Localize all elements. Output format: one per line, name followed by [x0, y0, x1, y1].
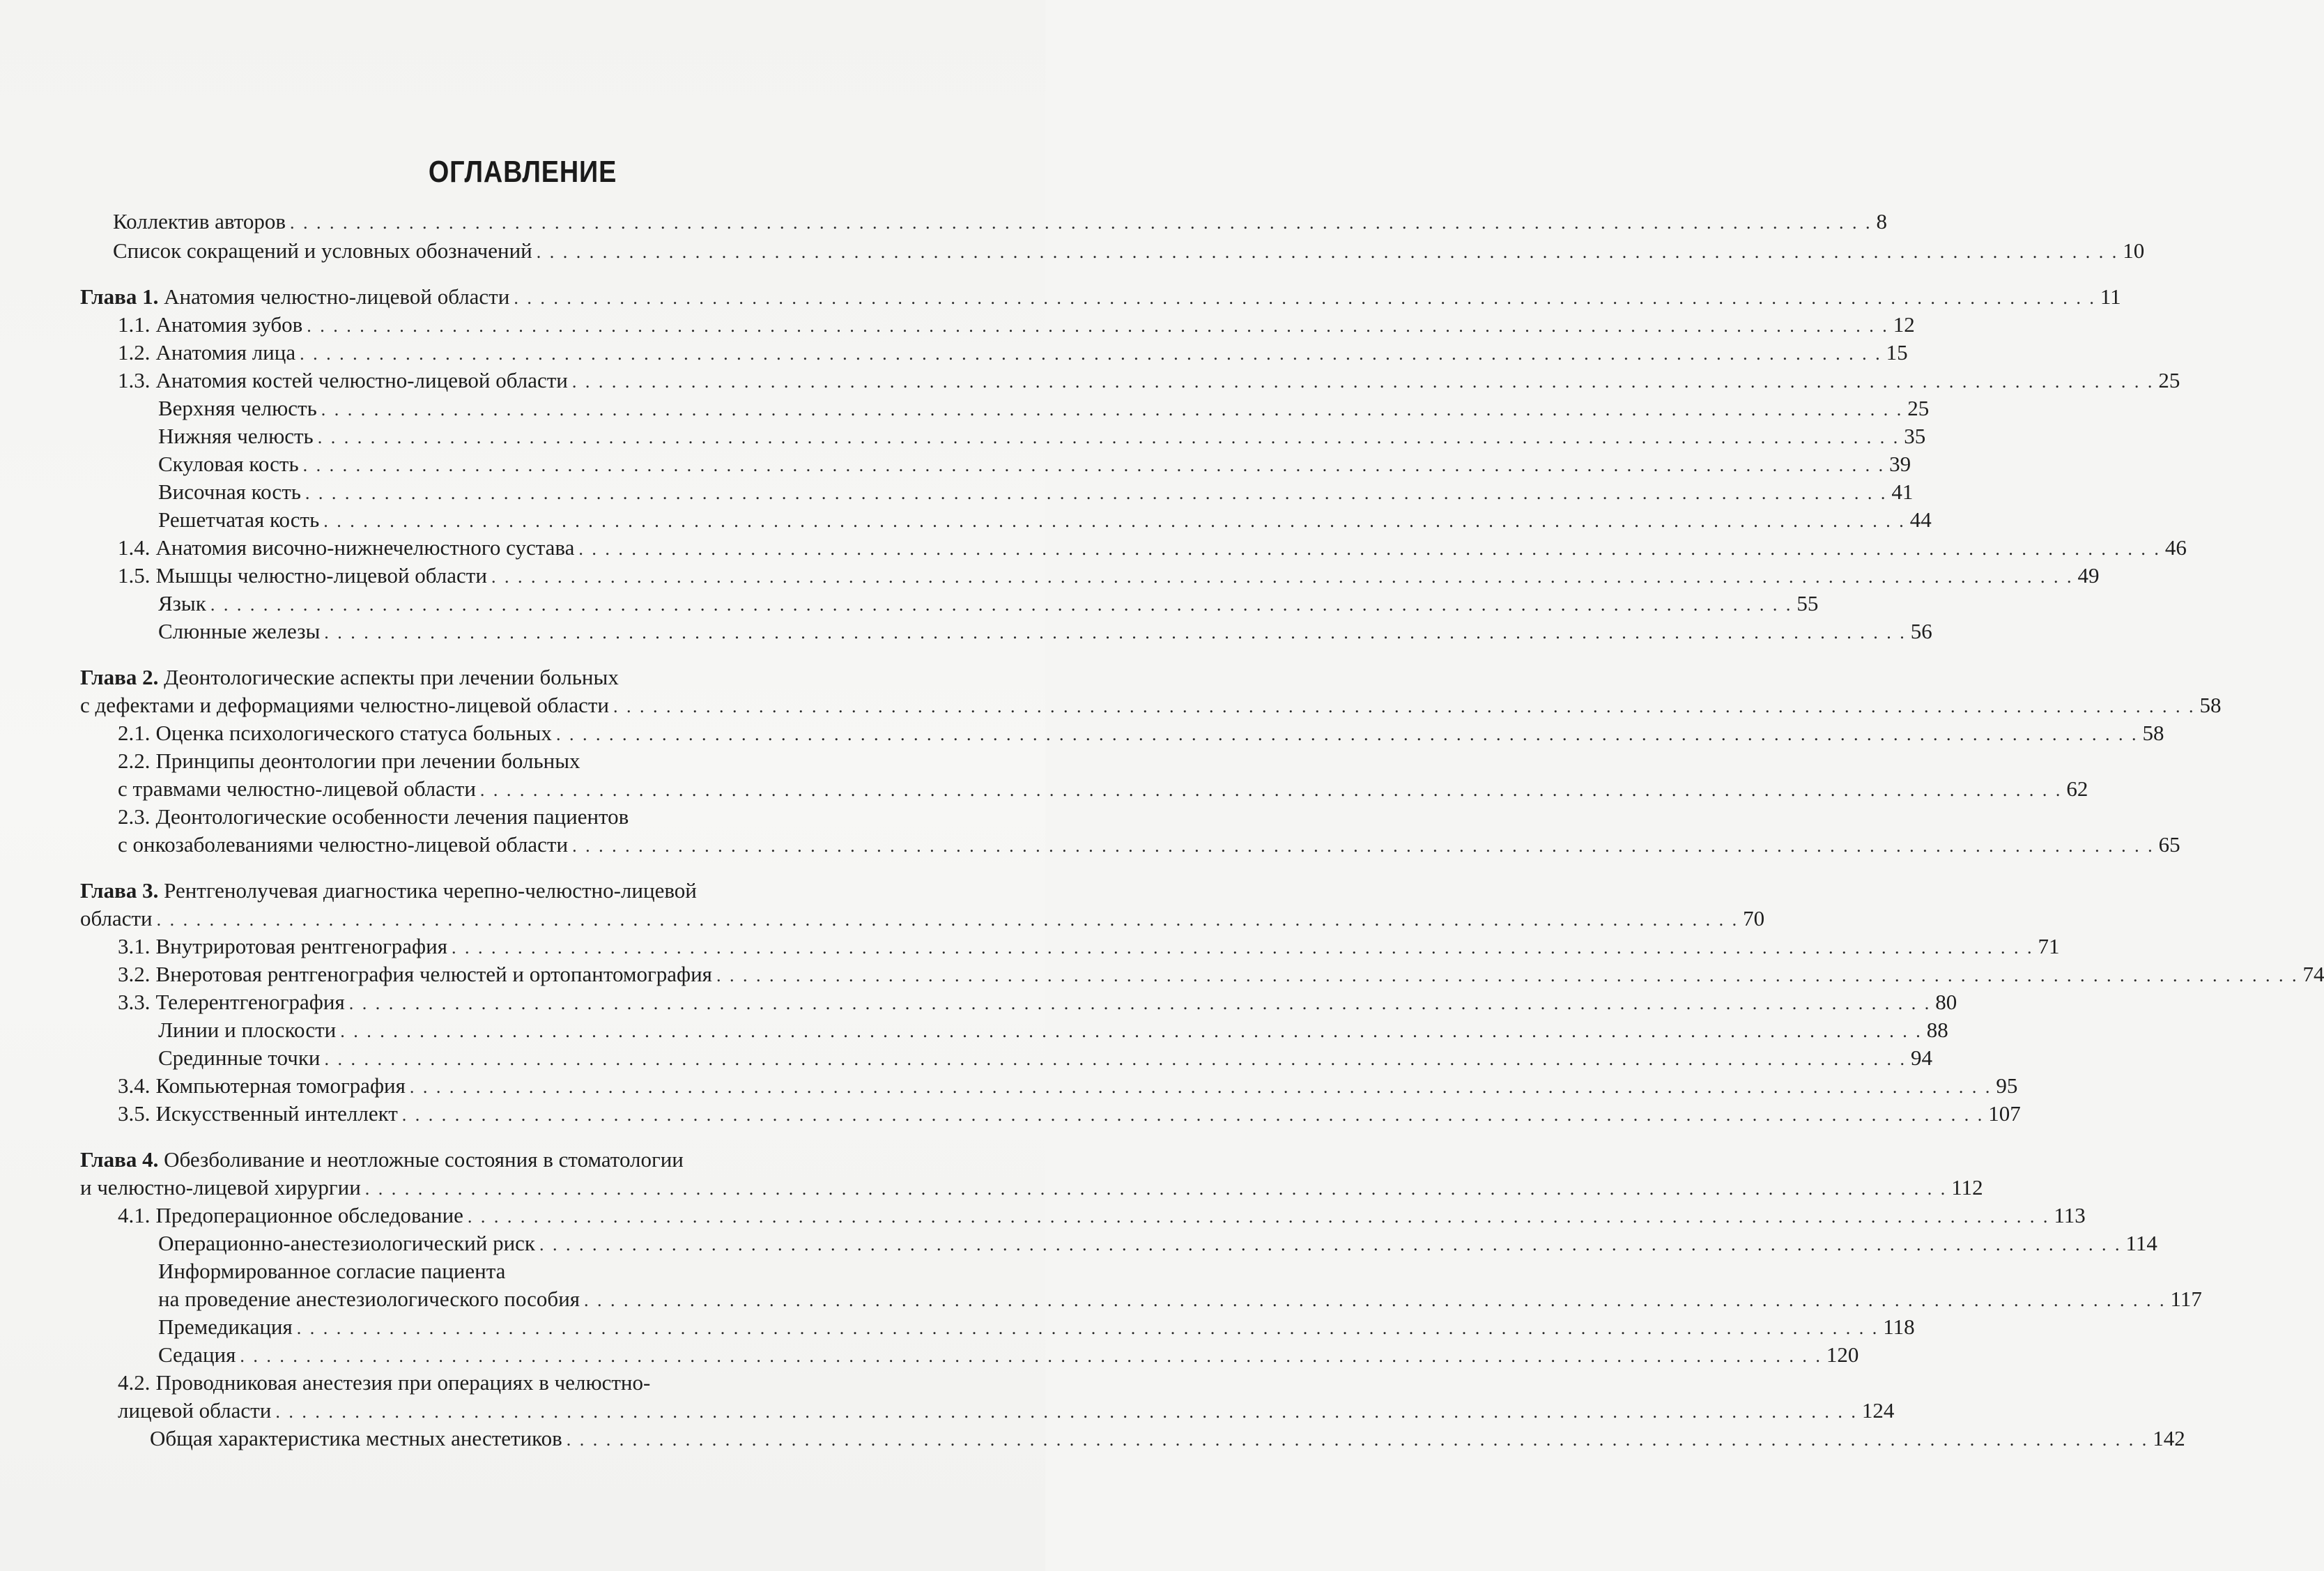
entry-text: Анатомия височно-нижнечелюстного сустава: [155, 535, 575, 560]
dot-leader: . . . . . . . . . . . . . . . . . . . . . . . . . . . . . . . . . . . . . . . . . . . . . . . . . . . . . . . . . . . . . . . . . . . . . . . . . . . . . . . . . . . . . . . . . . . . . . . . . . . . . . . . . . . . . . . . . . . . . . . .: [584, 1290, 2167, 1310]
dot-leader: . . . . . . . . . . . . . . . . . . . . . . . . . . . . . . . . . . . . . . . . . . . . . . . . . . . . . . . . . . . . . . . . . . . . . . . . . . . . . . . . . . . . . . . . . . . . . . . . . . . . . . . . . . . . . . . . . . . . . . . .: [321, 399, 1904, 420]
page-number: 55: [1796, 591, 1819, 615]
toc-entry: [118, 749, 934, 774]
entry-text: Верхняя челюсть: [158, 396, 317, 420]
toc-entry: [158, 452, 1911, 477]
toc-entry-title: [158, 591, 206, 616]
entry-text: Рентгенолучевая диагностика черепно-челюстно-лицевой: [164, 878, 697, 903]
toc-entry: [158, 1018, 1948, 1043]
page-number: 120: [1826, 1342, 1859, 1367]
entry-text: Деонтологические аспекты при лечении больных: [164, 665, 619, 689]
entry-text: Список сокращений и условных обозначений: [113, 238, 532, 263]
section-number: 3.5.: [118, 1101, 151, 1126]
toc-entry-title: [118, 804, 629, 829]
toc-entry-title: [80, 1147, 684, 1172]
entry-text: Обезболивание и неотложные состояния в стоматологии: [164, 1147, 684, 1172]
entry-text: Анатомия лица: [155, 340, 296, 365]
page-number: 114: [2125, 1231, 2157, 1255]
entry-text: лицевой области: [118, 1398, 272, 1423]
toc-entry: [158, 1231, 2157, 1256]
entry-text: Височная кость: [158, 480, 301, 504]
toc-entry: [158, 591, 1819, 616]
toc-entry-title: [80, 906, 153, 931]
page-number: 117: [2170, 1287, 2202, 1311]
toc-chapter-entry: [80, 878, 934, 903]
toc-entry-title: [118, 563, 487, 588]
page-number: 124: [1861, 1398, 1895, 1423]
entry-text: Седация: [158, 1342, 236, 1367]
dot-leader: . . . . . . . . . . . . . . . . . . . . . . . . . . . . . . . . . . . . . . . . . . . . . . . . . . . . . . . . . . . . . . . . . . . . . . . . . . . . . . . . . . . . . . . . . . . . . . . . . . . . . . . . . . . . . . . . . . . . . . . .: [566, 1430, 2149, 1450]
toc-entry: [118, 1370, 934, 1395]
section-number: 1.4.: [118, 535, 151, 560]
page-number: 58: [2199, 693, 2222, 717]
dot-leader: . . . . . . . . . . . . . . . . . . . . . . . . . . . . . . . . . . . . . . . . . . . . . . . . . . . . . . . . . . . . . . . . . . . . . . . . . . . . . . . . . . . . . . . . . . . . . . . . . . . . . . . . . . . . . . . . . . . . . . . .: [296, 1318, 1879, 1338]
dot-leader: . . . . . . . . . . . . . . . . . . . . . . . . . . . . . . . . . . . . . . . . . . . . . . . . . . . . . . . . . . . . . . . . . . . . . . . . . . . . . . . . . . . . . . . . . . . . . . . . . . . . . . . . . . . . . . . . . . . . . . . .: [539, 1234, 2122, 1255]
entry-text: Искусственный интеллект: [155, 1101, 398, 1126]
dot-leader: . . . . . . . . . . . . . . . . . . . . . . . . . . . . . . . . . . . . . . . . . . . . . . . . . . . . . . . . . . . . . . . . . . . . . . . . . . . . . . . . . . . . . . . . . . . . . . . . . . . . . . . . . . . . . . . . . . . . . . . .: [156, 910, 1739, 930]
toc-entry: [118, 804, 934, 829]
entry-text: Слюнные железы: [158, 619, 321, 643]
page-number: 35: [1904, 424, 1926, 448]
entry-text: Оценка психологического статуса больных: [155, 721, 552, 745]
dot-leader: . . . . . . . . . . . . . . . . . . . . . . . . . . . . . . . . . . . . . . . . . . . . . . . . . . . . . . . . . . . . . . . . . . . . . . . . . . . . . . . . . . . . . . . . . . . . . . . . . . . . . . . . . . . . . . . . . . . . . . . .: [324, 622, 1907, 643]
toc-entry-title: [113, 209, 286, 234]
entry-text: Анатомия челюстно-лицевой области: [164, 284, 510, 309]
page-number: 12: [1893, 312, 1915, 337]
toc-entry-title: [113, 238, 532, 263]
entry-text: Общая характеристика местных анестетиков: [150, 1426, 562, 1450]
toc-entry: [80, 693, 2222, 718]
toc-entry-title: [118, 990, 345, 1015]
toc-entry: [150, 1426, 2185, 1451]
toc-entry: [118, 312, 1915, 337]
dot-leader: . . . . . . . . . . . . . . . . . . . . . . . . . . . . . . . . . . . . . . . . . . . . . . . . . . . . . . . . . . . . . . . . . . . . . . . . . . . . . . . . . . . . . . . . . . . . . . . . . . . . . . . . . . . . . . . . . . . . . . . .: [210, 595, 1793, 615]
toc-entry: [118, 962, 2324, 987]
toc-entry: [118, 1203, 2086, 1228]
entry-text: Деонтологические особенности лечения пациентов: [155, 804, 629, 829]
page-number: 39: [1889, 452, 1911, 476]
entry-text: Предоперационное обследование: [155, 1203, 463, 1227]
toc-entry-title: [118, 368, 568, 393]
page-number: 10: [2123, 238, 2145, 263]
toc-entry-title: [158, 1287, 580, 1312]
entry-text: Информированное согласие пациента: [158, 1259, 506, 1283]
toc-entry-title: [118, 312, 302, 337]
toc-entry: [118, 721, 2164, 746]
dot-leader: . . . . . . . . . . . . . . . . . . . . . . . . . . . . . . . . . . . . . . . . . . . . . . . . . . . . . . . . . . . . . . . . . . . . . . . . . . . . . . . . . . . . . . . . . . . . . . . . . . . . . . . . . . . . . . . . . . . . . . . .: [401, 1105, 1985, 1125]
toc-entry-title: [80, 693, 609, 718]
toc-entry: [118, 832, 2180, 857]
section-number: 2.1.: [118, 721, 151, 745]
toc-entry: [158, 396, 1930, 421]
toc-entry-title: [158, 396, 317, 421]
section-number: 3.2.: [118, 962, 151, 986]
toc-entry-title: [158, 1045, 321, 1071]
dot-leader: . . . . . . . . . . . . . . . . . . . . . . . . . . . . . . . . . . . . . . . . . . . . . . . . . . . . . . . . . . . . . . . . . . . . . . . . . . . . . . . . . . . . . . . . . . . . . . . . . . . . . . . . . . . . . . . . . . . . . . . .: [572, 836, 2155, 856]
toc-chapter-entry: [80, 665, 934, 690]
page-number: 8: [1876, 209, 1887, 233]
toc-entry-title: [150, 1426, 562, 1451]
toc-entry-title: [80, 878, 697, 903]
dot-leader: . . . . . . . . . . . . . . . . . . . . . . . . . . . . . . . . . . . . . . . . . . . . . . . . . . . . . . . . . . . . . . . . . . . . . . . . . . . . . . . . . . . . . . . . . . . . . . . . . . . . . . . . . . . . . . . . . . . . . . . .: [514, 288, 2096, 308]
toc-entry-title: [158, 1342, 236, 1367]
page-number: 49: [2077, 563, 2100, 588]
entry-text: на проведение анестезиологического пособия: [158, 1287, 580, 1311]
chapter-label: Глава 2.: [80, 665, 159, 689]
dot-leader: . . . . . . . . . . . . . . . . . . . . . . . . . . . . . . . . . . . . . . . . . . . . . . . . . . . . . . . . . . . . . . . . . . . . . . . . . . . . . . . . . . . . . . . . . . . . . . . . . . . . . . . . . . . . . . . . . . . . . . . .: [290, 213, 1872, 233]
page-number: 56: [1910, 619, 1932, 643]
section-number: 4.2.: [118, 1370, 151, 1395]
dot-leader: . . . . . . . . . . . . . . . . . . . . . . . . . . . . . . . . . . . . . . . . . . . . . . . . . . . . . . . . . . . . . . . . . . . . . . . . . . . . . . . . . . . . . . . . . . . . . . . . . . . . . . . . . . . . . . . . . . . . . . . .: [716, 965, 2299, 986]
dot-leader: . . . . . . . . . . . . . . . . . . . . . . . . . . . . . . . . . . . . . . . . . . . . . . . . . . . . . . . . . . . . . . . . . . . . . . . . . . . . . . . . . . . . . . . . . . . . . . . . . . . . . . . . . . . . . . . . . . . . . . . .: [323, 511, 1906, 531]
page-number: 74: [2302, 962, 2324, 986]
page-number: 62: [2066, 776, 2088, 801]
chapter-label: Глава 3.: [80, 878, 159, 903]
entry-text: с травмами челюстно-лицевой области: [118, 776, 476, 801]
section-number: 3.4.: [118, 1073, 151, 1098]
toc-entry-title: [158, 619, 320, 644]
entry-text: области: [80, 906, 153, 930]
page-number: 118: [1883, 1315, 1915, 1339]
entry-text: Премедикация: [158, 1315, 293, 1339]
toc-entry: [158, 507, 1932, 532]
chapter-label: Глава 4.: [80, 1147, 159, 1172]
section-number: 3.3.: [118, 990, 151, 1014]
toc-entry: [118, 340, 1908, 365]
dot-leader: . . . . . . . . . . . . . . . . . . . . . . . . . . . . . . . . . . . . . . . . . . . . . . . . . . . . . . . . . . . . . . . . . . . . . . . . . . . . . . . . . . . . . . . . . . . . . . . . . . . . . . . . . . . . . . . . . . . . . . . .: [491, 567, 2074, 587]
toc-entry-title: [118, 721, 552, 746]
page-number: 80: [1935, 990, 1957, 1014]
entry-text: Коллектив авторов: [113, 209, 286, 233]
toc-entry-title: [118, 934, 447, 959]
toc-entry-title: [158, 507, 319, 532]
toc-entry: [118, 368, 2180, 393]
entry-text: Внеротовая рентгенография челюстей и ортопантомография: [155, 962, 712, 986]
dot-leader: . . . . . . . . . . . . . . . . . . . . . . . . . . . . . . . . . . . . . . . . . . . . . . . . . . . . . . . . . . . . . . . . . . . . . . . . . . . . . . . . . . . . . . . . . . . . . . . . . . . . . . . . . . . . . . . . . . . . . . . .: [300, 344, 1882, 364]
dot-leader: . . . . . . . . . . . . . . . . . . . . . . . . . . . . . . . . . . . . . . . . . . . . . . . . . . . . . . . . . . . . . . . . . . . . . . . . . . . . . . . . . . . . . . . . . . . . . . . . . . . . . . . . . . . . . . . . . . . . . . . .: [340, 1021, 1923, 1041]
toc-entry-title: [158, 1018, 336, 1043]
toc-entry: [113, 238, 2145, 263]
page-number: 113: [2054, 1203, 2086, 1227]
page-number: 41: [1891, 480, 1914, 504]
toc-entry: [118, 563, 2100, 588]
section-number: 2.3.: [118, 804, 151, 829]
toc-entry: [118, 776, 2088, 802]
toc-entry: [158, 1315, 1915, 1340]
toc-entry: [118, 535, 2187, 560]
dot-leader: . . . . . . . . . . . . . . . . . . . . . . . . . . . . . . . . . . . . . . . . . . . . . . . . . . . . . . . . . . . . . . . . . . . . . . . . . . . . . . . . . . . . . . . . . . . . . . . . . . . . . . . . . . . . . . . . . . . . . . . .: [479, 780, 2063, 800]
section-number: 1.2.: [118, 340, 151, 365]
toc-heading: ОГЛАВЛЕНИЕ: [428, 155, 617, 189]
entry-text: Анатомия костей челюстно-лицевой области: [155, 368, 568, 392]
toc-entry: [158, 1287, 2202, 1312]
page-number: 70: [1743, 906, 1765, 930]
toc-chapter-entry: [80, 1147, 934, 1172]
toc-entry: [113, 209, 1887, 234]
dot-leader: . . . . . . . . . . . . . . . . . . . . . . . . . . . . . . . . . . . . . . . . . . . . . . . . . . . . . . . . . . . . . . . . . . . . . . . . . . . . . . . . . . . . . . . . . . . . . . . . . . . . . . . . . . . . . . . . . . . . . . . .: [571, 371, 2155, 392]
toc-entry-title: [118, 1073, 406, 1098]
page-number: 44: [1909, 507, 1932, 532]
toc-entry-title: [158, 424, 314, 449]
section-number: 3.1.: [118, 934, 151, 958]
entry-text: Мышцы челюстно-лицевой области: [155, 563, 487, 588]
dot-leader: . . . . . . . . . . . . . . . . . . . . . . . . . . . . . . . . . . . . . . . . . . . . . . . . . . . . . . . . . . . . . . . . . . . . . . . . . . . . . . . . . . . . . . . . . . . . . . . . . . . . . . . . . . . . . . . . . . . . . . . .: [275, 1402, 1858, 1422]
dot-leader: . . . . . . . . . . . . . . . . . . . . . . . . . . . . . . . . . . . . . . . . . . . . . . . . . . . . . . . . . . . . . . . . . . . . . . . . . . . . . . . . . . . . . . . . . . . . . . . . . . . . . . . . . . . . . . . . . . . . . . . .: [555, 724, 2139, 744]
dot-leader: . . . . . . . . . . . . . . . . . . . . . . . . . . . . . . . . . . . . . . . . . . . . . . . . . . . . . . . . . . . . . . . . . . . . . . . . . . . . . . . . . . . . . . . . . . . . . . . . . . . . . . . . . . . . . . . . . . . . . . . .: [467, 1206, 2050, 1227]
toc-entry-title: [118, 832, 568, 857]
entry-text: Срединные точки: [158, 1045, 321, 1070]
entry-text: Линии и плоскости: [158, 1018, 337, 1042]
toc-entry: [118, 1073, 2018, 1098]
entry-text: Операционно-анестезиологический риск: [158, 1231, 535, 1255]
page-number: 88: [1926, 1018, 1948, 1042]
dot-leader: . . . . . . . . . . . . . . . . . . . . . . . . . . . . . . . . . . . . . . . . . . . . . . . . . . . . . . . . . . . . . . . . . . . . . . . . . . . . . . . . . . . . . . . . . . . . . . . . . . . . . . . . . . . . . . . . . . . . . . . .: [578, 539, 2161, 559]
page-number: 94: [1911, 1045, 1932, 1070]
dot-leader: . . . . . . . . . . . . . . . . . . . . . . . . . . . . . . . . . . . . . . . . . . . . . . . . . . . . . . . . . . . . . . . . . . . . . . . . . . . . . . . . . . . . . . . . . . . . . . . . . . . . . . . . . . . . . . . . . . . . . . . .: [451, 937, 2034, 958]
toc-entry-title: [80, 284, 509, 309]
dot-leader: . . . . . . . . . . . . . . . . . . . . . . . . . . . . . . . . . . . . . . . . . . . . . . . . . . . . . . . . . . . . . . . . . . . . . . . . . . . . . . . . . . . . . . . . . . . . . . . . . . . . . . . . . . . . . . . . . . . . . . . .: [307, 316, 1889, 336]
dot-leader: . . . . . . . . . . . . . . . . . . . . . . . . . . . . . . . . . . . . . . . . . . . . . . . . . . . . . . . . . . . . . . . . . . . . . . . . . . . . . . . . . . . . . . . . . . . . . . . . . . . . . . . . . . . . . . . . . . . . . . . .: [305, 483, 1888, 503]
toc-entry: [158, 1259, 934, 1284]
entry-text: с дефектами и деформациями челюстно-лицевой области: [80, 693, 609, 717]
toc-entry: [158, 424, 1926, 449]
toc-entry: [158, 619, 1932, 644]
toc-chapter-entry: [80, 284, 2121, 309]
entry-text: Проводниковая анестезия при операциях в челюстно-: [155, 1370, 651, 1395]
page-number: 25: [1907, 396, 1930, 420]
dot-leader: . . . . . . . . . . . . . . . . . . . . . . . . . . . . . . . . . . . . . . . . . . . . . . . . . . . . . . . . . . . . . . . . . . . . . . . . . . . . . . . . . . . . . . . . . . . . . . . . . . . . . . . . . . . . . . . . . . . . . . . .: [536, 242, 2119, 262]
entry-text: Принципы деонтологии при лечении больных: [155, 749, 580, 773]
toc-entry-title: [158, 1259, 505, 1284]
toc-entry-title: [118, 776, 476, 802]
page-number: 11: [2100, 284, 2121, 309]
dot-leader: . . . . . . . . . . . . . . . . . . . . . . . . . . . . . . . . . . . . . . . . . . . . . . . . . . . . . . . . . . . . . . . . . . . . . . . . . . . . . . . . . . . . . . . . . . . . . . . . . . . . . . . . . . . . . . . . . . . . . . . .: [409, 1077, 1992, 1097]
page-number: 65: [2158, 832, 2180, 857]
section-number: 2.2.: [118, 749, 151, 773]
entry-text: и челюстно-лицевой хирургии: [80, 1175, 361, 1200]
toc-entry-title: [158, 1315, 293, 1340]
toc-entry: [118, 934, 2060, 959]
toc-entry-title: [118, 1203, 463, 1228]
toc-entry-title: [158, 452, 299, 477]
page-number: 112: [1951, 1175, 1983, 1200]
toc-entry-title: [118, 340, 295, 365]
toc-entry: [118, 1398, 1895, 1423]
section-number: 1.1.: [118, 312, 151, 337]
toc-entry-title: [158, 480, 301, 505]
page-number: 95: [1996, 1073, 2018, 1098]
toc-entry-title: [118, 535, 574, 560]
toc-entry-title: [158, 1231, 535, 1256]
toc-entry: [158, 480, 1914, 505]
toc-entry: [118, 990, 1957, 1015]
toc-entry-title: [118, 962, 712, 987]
toc-entry: [158, 1045, 1932, 1071]
toc-entry-title: [80, 665, 619, 690]
dot-leader: . . . . . . . . . . . . . . . . . . . . . . . . . . . . . . . . . . . . . . . . . . . . . . . . . . . . . . . . . . . . . . . . . . . . . . . . . . . . . . . . . . . . . . . . . . . . . . . . . . . . . . . . . . . . . . . . . . . . . . . .: [317, 427, 1900, 447]
page-number: 107: [1988, 1101, 2021, 1126]
entry-text: Скуловая кость: [158, 452, 299, 476]
section-number: 1.5.: [118, 563, 151, 588]
dot-leader: . . . . . . . . . . . . . . . . . . . . . . . . . . . . . . . . . . . . . . . . . . . . . . . . . . . . . . . . . . . . . . . . . . . . . . . . . . . . . . . . . . . . . . . . . . . . . . . . . . . . . . . . . . . . . . . . . . . . . . . .: [302, 455, 1886, 475]
toc-entry-title: [80, 1175, 361, 1200]
section-number: 1.3.: [118, 368, 151, 392]
dot-leader: . . . . . . . . . . . . . . . . . . . . . . . . . . . . . . . . . . . . . . . . . . . . . . . . . . . . . . . . . . . . . . . . . . . . . . . . . . . . . . . . . . . . . . . . . . . . . . . . . . . . . . . . . . . . . . . . . . . . . . . .: [348, 993, 1932, 1013]
entry-text: Внутриротовая рентгенография: [155, 934, 447, 958]
toc-entry: [80, 906, 1765, 931]
toc-entry: [118, 1101, 2021, 1126]
toc-entry: [158, 1342, 1859, 1367]
entry-text: Телерентгенография: [155, 990, 345, 1014]
dot-leader: . . . . . . . . . . . . . . . . . . . . . . . . . . . . . . . . . . . . . . . . . . . . . . . . . . . . . . . . . . . . . . . . . . . . . . . . . . . . . . . . . . . . . . . . . . . . . . . . . . . . . . . . . . . . . . . . . . . . . . . .: [364, 1179, 1948, 1199]
dot-leader: . . . . . . . . . . . . . . . . . . . . . . . . . . . . . . . . . . . . . . . . . . . . . . . . . . . . . . . . . . . . . . . . . . . . . . . . . . . . . . . . . . . . . . . . . . . . . . . . . . . . . . . . . . . . . . . . . . . . . . . .: [240, 1346, 1822, 1366]
page-number: 46: [2164, 535, 2187, 560]
chapter-label: Глава 1.: [80, 284, 159, 309]
entry-text: с онкозаболеваниями челюстно-лицевой области: [118, 832, 569, 857]
section-number: 4.1.: [118, 1203, 151, 1227]
toc-entry-title: [118, 1398, 271, 1423]
toc-entry-title: [118, 1370, 650, 1395]
entry-text: Язык: [158, 591, 206, 615]
toc-entry-title: [118, 1101, 398, 1126]
entry-text: Нижняя челюсть: [158, 424, 314, 448]
page-number: 25: [2158, 368, 2180, 392]
page-number: 71: [2038, 934, 2060, 958]
page-number: 142: [2153, 1426, 2185, 1450]
entry-text: Анатомия зубов: [155, 312, 303, 337]
page-number: 15: [1886, 340, 1908, 365]
toc-entry-title: [118, 749, 580, 774]
entry-text: Решетчатая кость: [158, 507, 320, 532]
toc-entry: [80, 1175, 1983, 1200]
dot-leader: . . . . . . . . . . . . . . . . . . . . . . . . . . . . . . . . . . . . . . . . . . . . . . . . . . . . . . . . . . . . . . . . . . . . . . . . . . . . . . . . . . . . . . . . . . . . . . . . . . . . . . . . . . . . . . . . . . . . . . . .: [324, 1049, 1907, 1069]
entry-text: Компьютерная томография: [155, 1073, 406, 1098]
dot-leader: . . . . . . . . . . . . . . . . . . . . . . . . . . . . . . . . . . . . . . . . . . . . . . . . . . . . . . . . . . . . . . . . . . . . . . . . . . . . . . . . . . . . . . . . . . . . . . . . . . . . . . . . . . . . . . . . . . . . . . . .: [613, 696, 2196, 716]
page-number: 58: [2142, 721, 2164, 745]
